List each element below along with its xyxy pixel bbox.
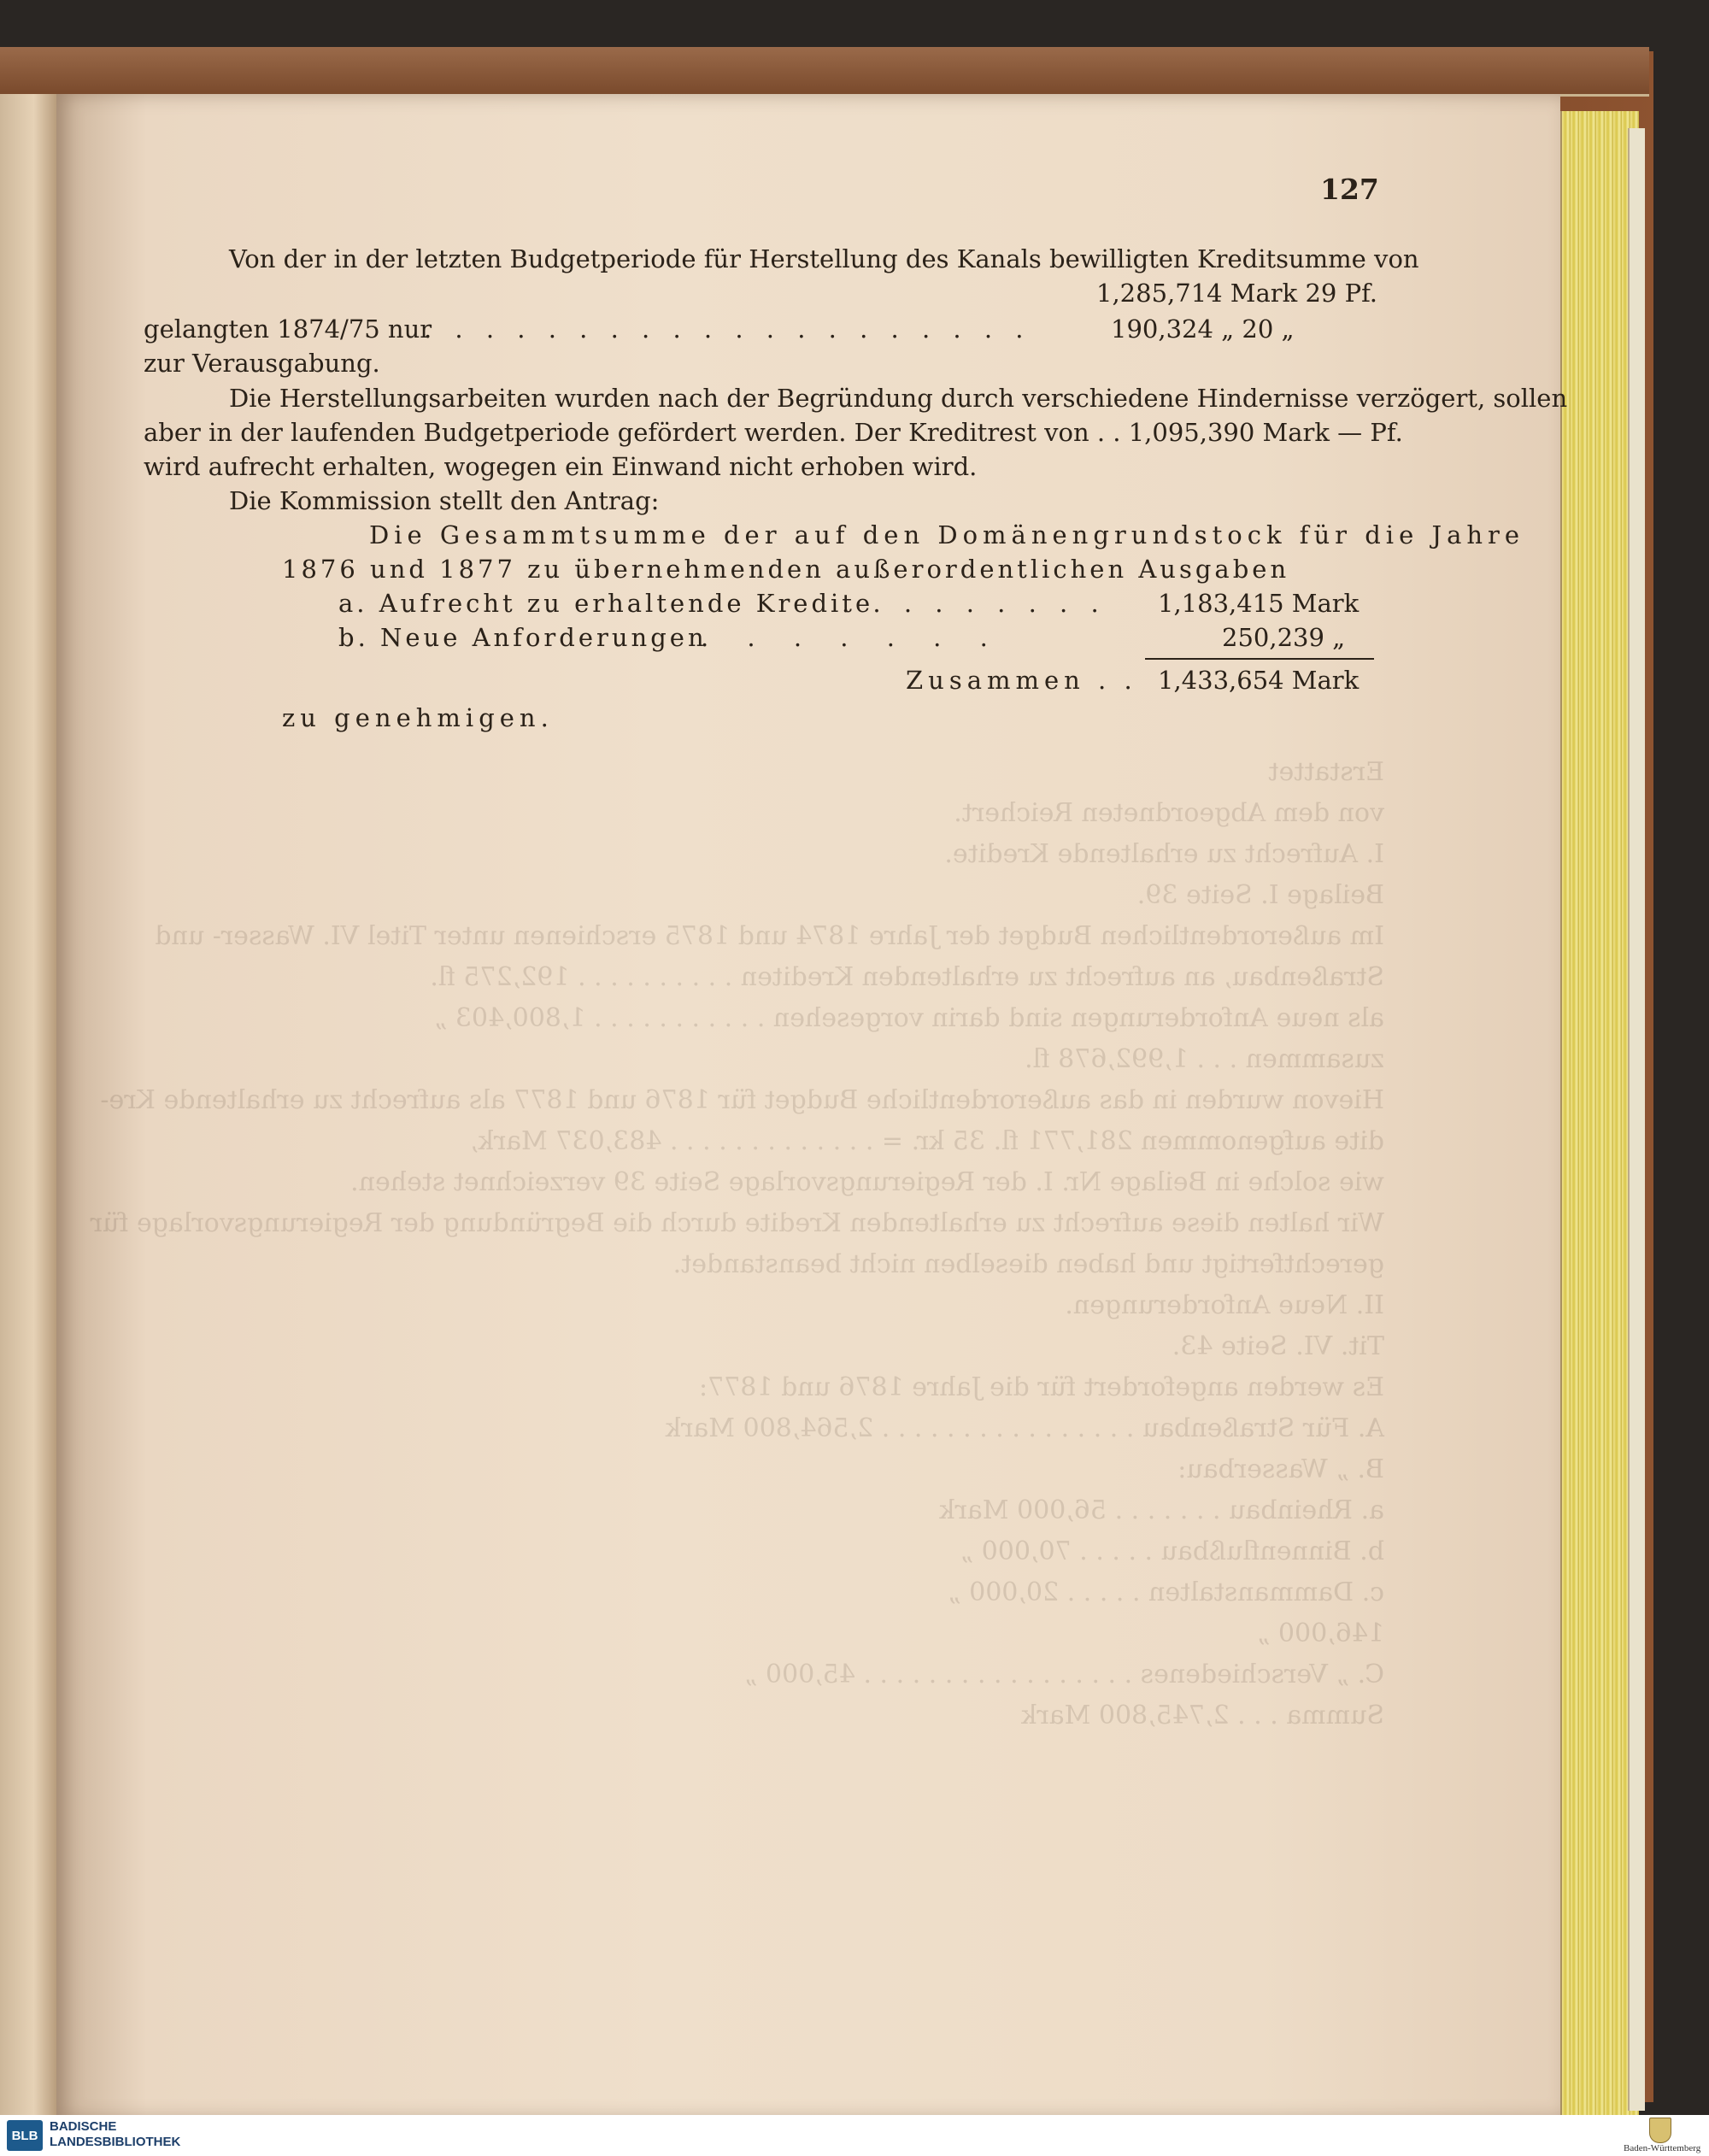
motion-line: 1876 und 1877 zu übernehmenden außerordentlichen Ausgaben xyxy=(282,555,1290,584)
motion-line: Die Gesammtsumme der auf den Domänengrundstock für die Jahre xyxy=(369,520,1525,549)
paragraph-line: aber in der laufenden Budgetperiode gefördert werden. Der Kreditrest von . . 1,095,390 Mark — Pf. xyxy=(144,418,1403,447)
facing-page-edge xyxy=(0,94,56,2128)
motion-total-amount: 1,433,654 Mark xyxy=(1158,666,1360,695)
leader-dots: . . . . . . . . . xyxy=(842,589,1107,618)
paragraph-line: gelangten 1874/75 nur xyxy=(144,314,432,344)
library-name: BADISCHE LANDESBIBLIOTHEK xyxy=(50,2119,181,2149)
leader-dots: . . . . . . . . . . . . . . . . . . . . xyxy=(424,314,1031,344)
motion-item-b-amount: 250,239 „ xyxy=(1222,623,1346,652)
motion-closing: zu genehmigen. xyxy=(282,703,554,732)
amount-line: 190,324 „ 20 „ xyxy=(1111,314,1295,344)
amount-line: 1,285,714 Mark 29 Pf. xyxy=(1096,279,1377,308)
motion-total-label: Zusammen . . xyxy=(906,666,1137,695)
page-block-side xyxy=(1628,128,1645,2111)
coat-of-arms-icon xyxy=(1649,2118,1671,2143)
leader-dots: . . . . . . . xyxy=(701,623,1003,652)
motion-item-b-label: b. Neue Anforderungen xyxy=(338,623,708,652)
paragraph-line: wird aufrecht erhalten, wogegen ein Einwand nicht erhoben wird. xyxy=(144,452,978,481)
motion-item-a-amount: 1,183,415 Mark xyxy=(1158,589,1360,618)
sum-rule xyxy=(1145,658,1374,660)
paragraph-line: zur Verausgabung. xyxy=(144,349,380,378)
footer-bar xyxy=(0,2115,1709,2156)
paragraph-line: Von der in der letzten Budgetperiode für Herstellung des Kanals bewilligten Kreditsumme von xyxy=(229,244,1419,273)
library-logo: BLB xyxy=(7,2120,43,2151)
paragraph-line: Die Kommission stellt den Antrag: xyxy=(229,486,660,515)
state-label: Baden-Württemberg xyxy=(1624,2143,1701,2153)
page-number: 127 xyxy=(1320,173,1379,206)
motion-item-a-label: a. Aufrecht zu erhaltende Kredite xyxy=(338,589,874,618)
book-cover-top-edge xyxy=(0,47,1649,97)
paragraph-line: Die Herstellungsarbeiten wurden nach der Begründung durch verschiedene Hindernisse verzögert, sollen xyxy=(229,384,1568,413)
